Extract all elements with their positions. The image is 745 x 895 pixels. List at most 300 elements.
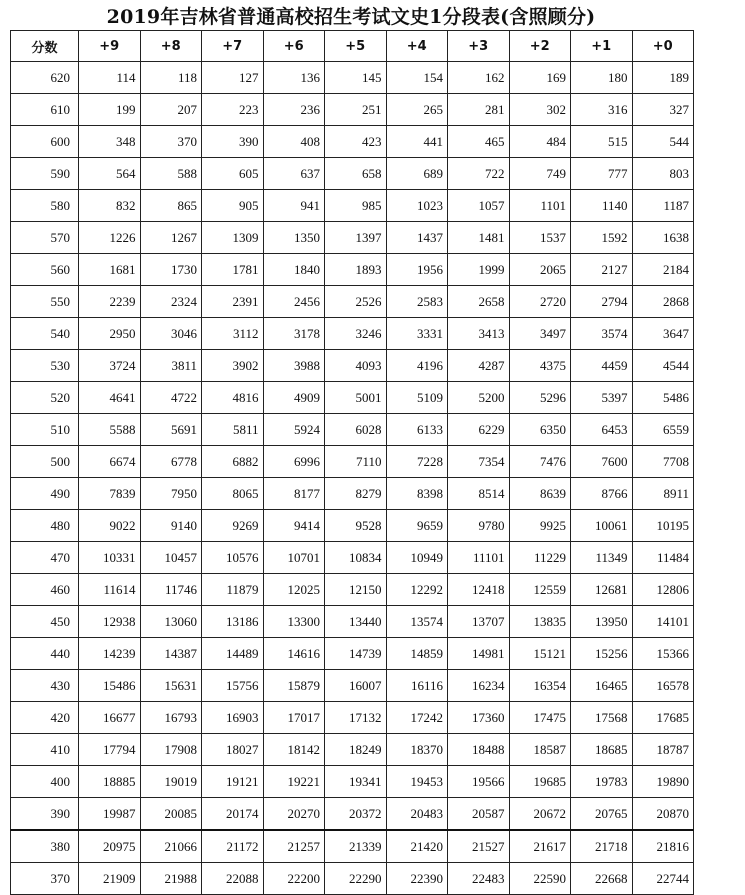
count-cell: 2239 [79, 286, 141, 318]
count-cell: 16007 [325, 670, 387, 702]
count-cell: 19453 [386, 766, 448, 798]
count-cell: 21816 [632, 830, 694, 863]
count-cell: 19685 [509, 766, 571, 798]
score-distribution-table [10, 30, 694, 895]
count-cell: 199 [79, 94, 141, 126]
table-row [11, 798, 694, 831]
count-cell: 5397 [571, 382, 633, 414]
count-cell: 180 [571, 62, 633, 94]
column-header: +8 [140, 31, 202, 62]
count-cell: 3413 [448, 318, 510, 350]
count-cell: 13835 [509, 606, 571, 638]
score-cell: 550 [11, 286, 79, 318]
count-cell: 1397 [325, 222, 387, 254]
count-cell: 605 [202, 158, 264, 190]
count-cell: 637 [263, 158, 325, 190]
score-cell: 440 [11, 638, 79, 670]
count-cell: 15256 [571, 638, 633, 670]
score-cell: 390 [11, 798, 79, 831]
table-row [11, 254, 694, 286]
count-cell: 564 [79, 158, 141, 190]
count-cell: 8639 [509, 478, 571, 510]
count-cell: 12681 [571, 574, 633, 606]
count-cell: 251 [325, 94, 387, 126]
count-cell: 4287 [448, 350, 510, 382]
count-cell: 7476 [509, 446, 571, 478]
count-cell: 19341 [325, 766, 387, 798]
count-cell: 1999 [448, 254, 510, 286]
count-cell: 16578 [632, 670, 694, 702]
count-cell: 941 [263, 190, 325, 222]
count-cell: 7950 [140, 478, 202, 510]
count-cell: 5588 [79, 414, 141, 446]
count-cell: 515 [571, 126, 633, 158]
count-cell: 20870 [632, 798, 694, 831]
count-cell: 3724 [79, 350, 141, 382]
count-cell: 20765 [571, 798, 633, 831]
count-cell: 114 [79, 62, 141, 94]
count-cell: 1781 [202, 254, 264, 286]
score-cell: 570 [11, 222, 79, 254]
count-cell: 9659 [386, 510, 448, 542]
count-cell: 162 [448, 62, 510, 94]
count-cell: 11229 [509, 542, 571, 574]
count-cell: 5811 [202, 414, 264, 446]
count-cell: 2391 [202, 286, 264, 318]
table-row [11, 318, 694, 350]
count-cell: 22088 [202, 863, 264, 895]
count-cell: 5109 [386, 382, 448, 414]
column-header: +0 [632, 31, 694, 62]
count-cell: 207 [140, 94, 202, 126]
count-cell: 18027 [202, 734, 264, 766]
count-cell: 5296 [509, 382, 571, 414]
count-cell: 658 [325, 158, 387, 190]
count-cell: 5200 [448, 382, 510, 414]
table-row [11, 863, 694, 895]
column-header: +4 [386, 31, 448, 62]
count-cell: 544 [632, 126, 694, 158]
count-cell: 4196 [386, 350, 448, 382]
count-cell: 302 [509, 94, 571, 126]
count-cell: 865 [140, 190, 202, 222]
count-cell: 14739 [325, 638, 387, 670]
count-cell: 5486 [632, 382, 694, 414]
count-cell: 4544 [632, 350, 694, 382]
count-cell: 4093 [325, 350, 387, 382]
count-cell: 22668 [571, 863, 633, 895]
count-cell: 588 [140, 158, 202, 190]
score-cell: 470 [11, 542, 79, 574]
count-cell: 20270 [263, 798, 325, 831]
count-cell: 4909 [263, 382, 325, 414]
count-cell: 2720 [509, 286, 571, 318]
count-cell: 2127 [571, 254, 633, 286]
count-cell: 9414 [263, 510, 325, 542]
count-cell: 12150 [325, 574, 387, 606]
count-cell: 22200 [263, 863, 325, 895]
column-header: +7 [202, 31, 264, 62]
table-row [11, 734, 694, 766]
count-cell: 14101 [632, 606, 694, 638]
table-row [11, 830, 694, 863]
table-row [11, 702, 694, 734]
count-cell: 7708 [632, 446, 694, 478]
score-cell: 400 [11, 766, 79, 798]
count-cell: 2794 [571, 286, 633, 318]
count-cell: 21527 [448, 830, 510, 863]
table-row [11, 766, 694, 798]
count-cell: 3331 [386, 318, 448, 350]
count-cell: 390 [202, 126, 264, 158]
count-cell: 6996 [263, 446, 325, 478]
count-cell: 10949 [386, 542, 448, 574]
count-cell: 1537 [509, 222, 571, 254]
count-cell: 22290 [325, 863, 387, 895]
count-cell: 14859 [386, 638, 448, 670]
score-cell: 430 [11, 670, 79, 702]
count-cell: 1309 [202, 222, 264, 254]
count-cell: 9140 [140, 510, 202, 542]
count-cell: 9780 [448, 510, 510, 542]
count-cell: 370 [140, 126, 202, 158]
count-cell: 145 [325, 62, 387, 94]
count-cell: 21066 [140, 830, 202, 863]
count-cell: 12292 [386, 574, 448, 606]
table-body [11, 62, 694, 895]
count-cell: 3647 [632, 318, 694, 350]
score-cell: 380 [11, 830, 79, 863]
count-cell: 15366 [632, 638, 694, 670]
count-cell: 14616 [263, 638, 325, 670]
count-cell: 3902 [202, 350, 264, 382]
count-cell: 11349 [571, 542, 633, 574]
table-row [11, 158, 694, 190]
count-cell: 11746 [140, 574, 202, 606]
count-cell: 16677 [79, 702, 141, 734]
count-cell: 136 [263, 62, 325, 94]
count-cell: 1592 [571, 222, 633, 254]
count-cell: 316 [571, 94, 633, 126]
score-cell: 520 [11, 382, 79, 414]
count-cell: 1023 [386, 190, 448, 222]
count-cell: 985 [325, 190, 387, 222]
count-cell: 18685 [571, 734, 633, 766]
count-cell: 1101 [509, 190, 571, 222]
count-cell: 18587 [509, 734, 571, 766]
count-cell: 1893 [325, 254, 387, 286]
count-cell: 19221 [263, 766, 325, 798]
score-cell: 450 [11, 606, 79, 638]
count-cell: 10331 [79, 542, 141, 574]
count-cell: 11101 [448, 542, 510, 574]
count-cell: 281 [448, 94, 510, 126]
count-cell: 484 [509, 126, 571, 158]
count-cell: 8177 [263, 478, 325, 510]
count-cell: 11484 [632, 542, 694, 574]
table-row [11, 62, 694, 94]
count-cell: 3246 [325, 318, 387, 350]
count-cell: 1350 [263, 222, 325, 254]
count-cell: 13574 [386, 606, 448, 638]
count-cell: 4641 [79, 382, 141, 414]
count-cell: 10576 [202, 542, 264, 574]
count-cell: 8766 [571, 478, 633, 510]
count-cell: 4722 [140, 382, 202, 414]
count-cell: 1638 [632, 222, 694, 254]
count-cell: 14489 [202, 638, 264, 670]
count-cell: 169 [509, 62, 571, 94]
count-cell: 15756 [202, 670, 264, 702]
count-cell: 2868 [632, 286, 694, 318]
count-cell: 16465 [571, 670, 633, 702]
table-row [11, 382, 694, 414]
count-cell: 348 [79, 126, 141, 158]
count-cell: 1681 [79, 254, 141, 286]
count-cell: 19121 [202, 766, 264, 798]
count-cell: 12025 [263, 574, 325, 606]
count-cell: 21339 [325, 830, 387, 863]
count-cell: 223 [202, 94, 264, 126]
count-cell: 127 [202, 62, 264, 94]
count-cell: 8398 [386, 478, 448, 510]
column-header: +3 [448, 31, 510, 62]
count-cell: 21988 [140, 863, 202, 895]
count-cell: 6778 [140, 446, 202, 478]
count-cell: 3574 [571, 318, 633, 350]
count-cell: 10457 [140, 542, 202, 574]
table-row [11, 638, 694, 670]
count-cell: 154 [386, 62, 448, 94]
count-cell: 8514 [448, 478, 510, 510]
column-header: +1 [571, 31, 633, 62]
count-cell: 19987 [79, 798, 141, 831]
count-cell: 1730 [140, 254, 202, 286]
count-cell: 408 [263, 126, 325, 158]
count-cell: 20174 [202, 798, 264, 831]
count-cell: 118 [140, 62, 202, 94]
count-cell: 17475 [509, 702, 571, 734]
column-header: +2 [509, 31, 571, 62]
count-cell: 2324 [140, 286, 202, 318]
count-cell: 6453 [571, 414, 633, 446]
table-row [11, 670, 694, 702]
table-row [11, 222, 694, 254]
score-cell: 500 [11, 446, 79, 478]
count-cell: 7354 [448, 446, 510, 478]
score-cell: 610 [11, 94, 79, 126]
count-cell: 5924 [263, 414, 325, 446]
count-cell: 22483 [448, 863, 510, 895]
table-row [11, 478, 694, 510]
score-cell: 540 [11, 318, 79, 350]
count-cell: 832 [79, 190, 141, 222]
count-cell: 15631 [140, 670, 202, 702]
count-cell: 12938 [79, 606, 141, 638]
count-cell: 2526 [325, 286, 387, 318]
count-cell: 10701 [263, 542, 325, 574]
count-cell: 14239 [79, 638, 141, 670]
count-cell: 6882 [202, 446, 264, 478]
column-header: +6 [263, 31, 325, 62]
table-row [11, 446, 694, 478]
count-cell: 749 [509, 158, 571, 190]
count-cell: 722 [448, 158, 510, 190]
count-cell: 17568 [571, 702, 633, 734]
count-cell: 6674 [79, 446, 141, 478]
count-cell: 8065 [202, 478, 264, 510]
count-cell: 17685 [632, 702, 694, 734]
count-cell: 4459 [571, 350, 633, 382]
count-cell: 3178 [263, 318, 325, 350]
score-cell: 530 [11, 350, 79, 382]
count-cell: 15486 [79, 670, 141, 702]
count-cell: 777 [571, 158, 633, 190]
table-row [11, 190, 694, 222]
count-cell: 10195 [632, 510, 694, 542]
count-cell: 3811 [140, 350, 202, 382]
count-cell: 16903 [202, 702, 264, 734]
count-cell: 6350 [509, 414, 571, 446]
count-cell: 22590 [509, 863, 571, 895]
count-cell: 20975 [79, 830, 141, 863]
count-cell: 18885 [79, 766, 141, 798]
count-cell: 465 [448, 126, 510, 158]
table-row [11, 94, 694, 126]
count-cell: 236 [263, 94, 325, 126]
count-cell: 17242 [386, 702, 448, 734]
count-cell: 3046 [140, 318, 202, 350]
count-cell: 13707 [448, 606, 510, 638]
score-cell: 590 [11, 158, 79, 190]
table-row [11, 574, 694, 606]
count-cell: 18488 [448, 734, 510, 766]
count-cell: 20085 [140, 798, 202, 831]
count-cell: 3497 [509, 318, 571, 350]
count-cell: 2065 [509, 254, 571, 286]
count-cell: 17132 [325, 702, 387, 734]
score-cell: 560 [11, 254, 79, 286]
count-cell: 5691 [140, 414, 202, 446]
score-cell: 580 [11, 190, 79, 222]
count-cell: 20672 [509, 798, 571, 831]
count-cell: 4816 [202, 382, 264, 414]
count-cell: 18142 [263, 734, 325, 766]
count-cell: 1226 [79, 222, 141, 254]
count-cell: 9925 [509, 510, 571, 542]
count-cell: 21420 [386, 830, 448, 863]
count-cell: 19890 [632, 766, 694, 798]
count-cell: 19566 [448, 766, 510, 798]
count-cell: 10834 [325, 542, 387, 574]
count-cell: 21257 [263, 830, 325, 863]
header-row [11, 31, 694, 62]
count-cell: 18249 [325, 734, 387, 766]
count-cell: 2583 [386, 286, 448, 318]
count-cell: 189 [632, 62, 694, 94]
count-cell: 2950 [79, 318, 141, 350]
count-cell: 11879 [202, 574, 264, 606]
count-cell: 2456 [263, 286, 325, 318]
count-cell: 441 [386, 126, 448, 158]
count-cell: 11614 [79, 574, 141, 606]
count-cell: 19783 [571, 766, 633, 798]
count-cell: 16116 [386, 670, 448, 702]
column-header: +5 [325, 31, 387, 62]
table-row [11, 414, 694, 446]
count-cell: 12559 [509, 574, 571, 606]
count-cell: 1481 [448, 222, 510, 254]
count-cell: 16354 [509, 670, 571, 702]
table-row [11, 286, 694, 318]
count-cell: 21617 [509, 830, 571, 863]
count-cell: 13186 [202, 606, 264, 638]
count-cell: 15121 [509, 638, 571, 670]
count-cell: 8911 [632, 478, 694, 510]
count-cell: 5001 [325, 382, 387, 414]
count-cell: 7839 [79, 478, 141, 510]
score-cell: 370 [11, 863, 79, 895]
count-cell: 13060 [140, 606, 202, 638]
count-cell: 3988 [263, 350, 325, 382]
count-cell: 689 [386, 158, 448, 190]
count-cell: 265 [386, 94, 448, 126]
count-cell: 327 [632, 94, 694, 126]
count-cell: 20372 [325, 798, 387, 831]
count-cell: 1140 [571, 190, 633, 222]
count-cell: 13440 [325, 606, 387, 638]
count-cell: 1956 [386, 254, 448, 286]
count-cell: 20483 [386, 798, 448, 831]
score-cell: 480 [11, 510, 79, 542]
table-row [11, 126, 694, 158]
table-row [11, 350, 694, 382]
count-cell: 1187 [632, 190, 694, 222]
score-cell: 510 [11, 414, 79, 446]
count-cell: 12806 [632, 574, 694, 606]
count-cell: 3112 [202, 318, 264, 350]
count-cell: 9528 [325, 510, 387, 542]
count-cell: 13300 [263, 606, 325, 638]
count-cell: 10061 [571, 510, 633, 542]
count-cell: 9269 [202, 510, 264, 542]
count-cell: 16793 [140, 702, 202, 734]
count-cell: 21909 [79, 863, 141, 895]
score-cell: 620 [11, 62, 79, 94]
count-cell: 1840 [263, 254, 325, 286]
count-cell: 6133 [386, 414, 448, 446]
page-title: 2019年吉林省普通高校招生考试文史1分段表(含照顾分) [106, 6, 596, 28]
count-cell: 9022 [79, 510, 141, 542]
table-row [11, 510, 694, 542]
count-cell: 803 [632, 158, 694, 190]
table-row [11, 542, 694, 574]
count-cell: 21718 [571, 830, 633, 863]
column-header: +9 [79, 31, 141, 62]
count-cell: 2658 [448, 286, 510, 318]
score-cell: 420 [11, 702, 79, 734]
count-cell: 14981 [448, 638, 510, 670]
count-cell: 2184 [632, 254, 694, 286]
count-cell: 4375 [509, 350, 571, 382]
count-cell: 423 [325, 126, 387, 158]
count-cell: 6229 [448, 414, 510, 446]
count-cell: 1267 [140, 222, 202, 254]
count-cell: 21172 [202, 830, 264, 863]
count-cell: 20587 [448, 798, 510, 831]
count-cell: 16234 [448, 670, 510, 702]
count-cell: 19019 [140, 766, 202, 798]
